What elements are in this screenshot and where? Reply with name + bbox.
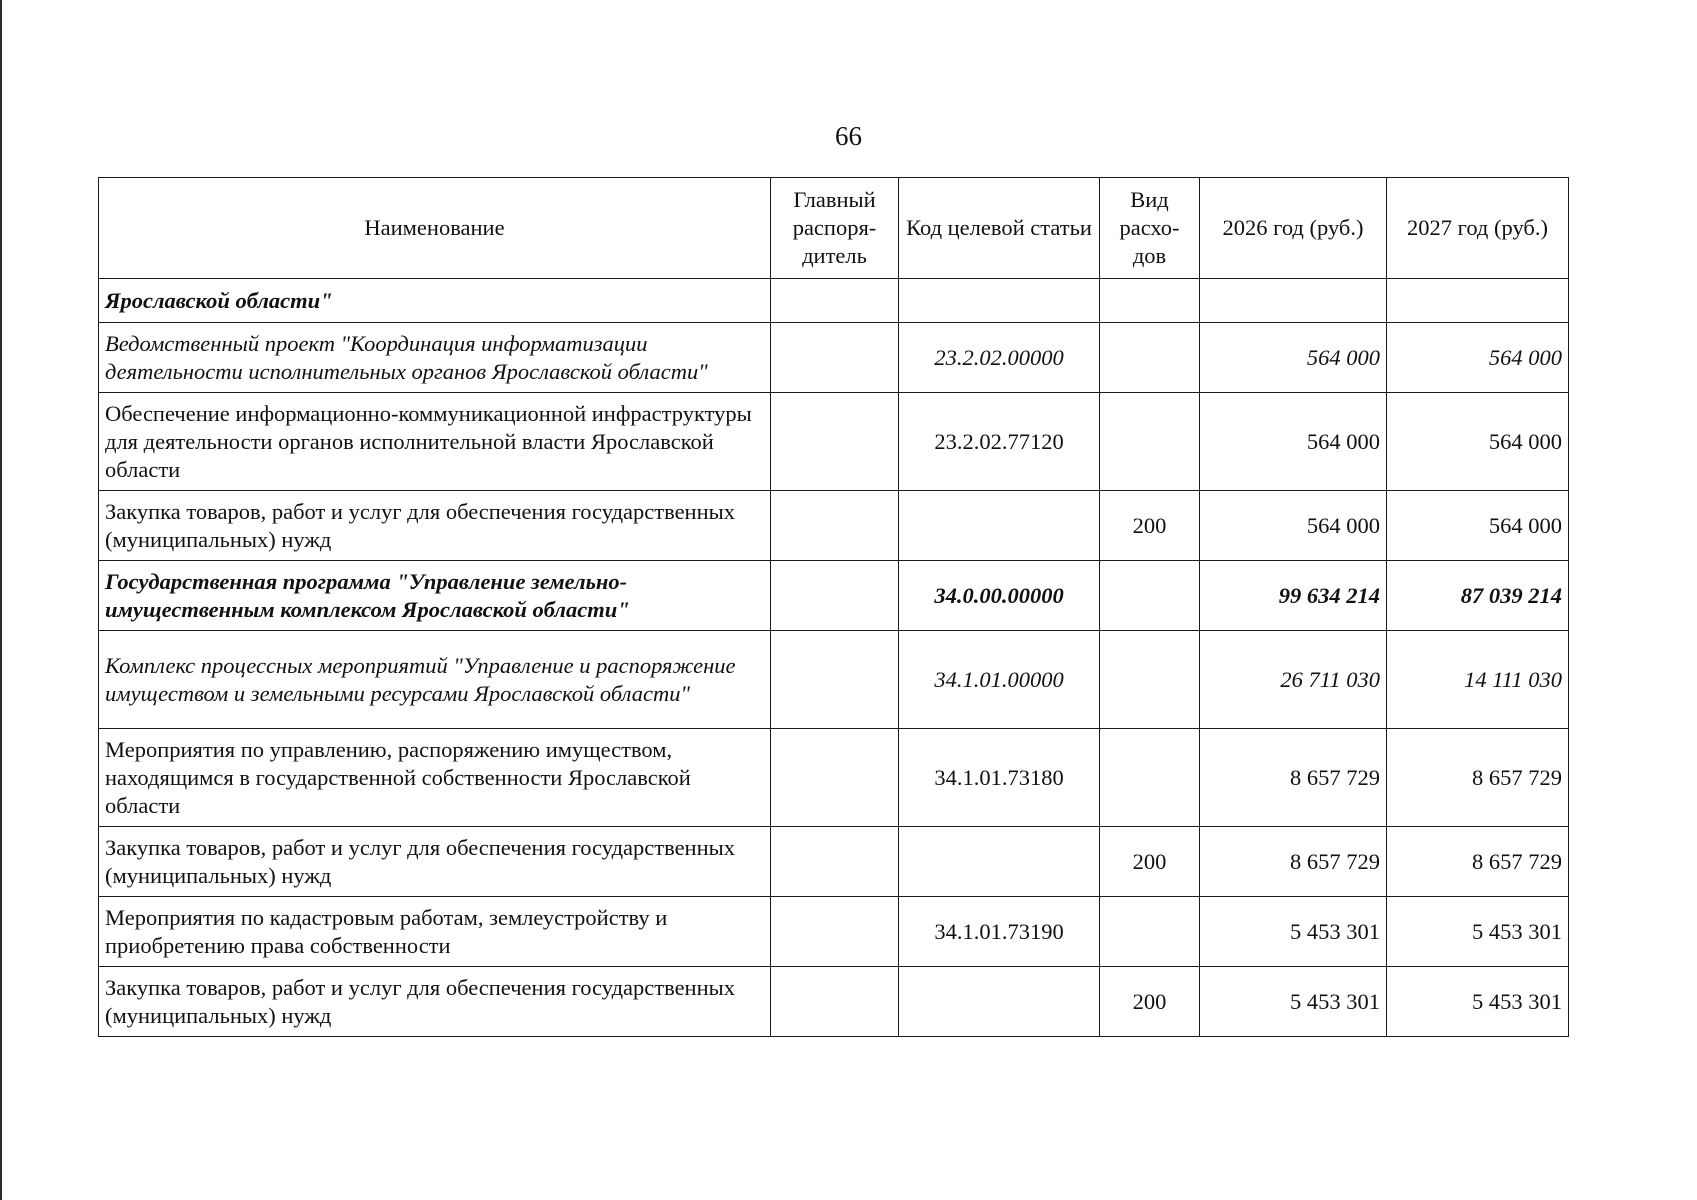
cell-name: Закупка товаров, работ и услуг для обеспечения государственных (муниципальных) нужд xyxy=(99,967,771,1037)
cell-name: Мероприятия по управлению, распоряжению имуществом, находящимся в государственной собственности Ярославской области xyxy=(99,729,771,827)
table-row xyxy=(99,967,1569,1037)
cell-target-code xyxy=(899,491,1100,561)
cell-name: Закупка товаров, работ и услуг для обеспечения государственных (муниципальных) нужд xyxy=(99,827,771,897)
cell-year-2027: 87 039 214 xyxy=(1387,561,1569,631)
page-number: 66 xyxy=(835,121,862,151)
cell-year-2027: 564 000 xyxy=(1387,393,1569,491)
cell-year-2027 xyxy=(1387,279,1569,323)
cell-year-2026: 564 000 xyxy=(1200,491,1387,561)
cell-year-2026: 26 711 030 xyxy=(1200,631,1387,729)
cell-expense-type xyxy=(1100,279,1200,323)
cell-chief-manager xyxy=(771,631,899,729)
table-row xyxy=(99,729,1569,827)
table-row xyxy=(99,561,1569,631)
cell-chief-manager xyxy=(771,279,899,323)
cell-expense-type xyxy=(1100,323,1200,393)
cell-expense-type: 200 xyxy=(1100,967,1200,1037)
table-row xyxy=(99,897,1569,967)
cell-expense-type xyxy=(1100,393,1200,491)
page-edge-line xyxy=(0,0,2,1200)
cell-expense-type xyxy=(1100,631,1200,729)
cell-year-2027: 564 000 xyxy=(1387,323,1569,393)
header-year-2027: 2027 год (руб.) xyxy=(1387,178,1569,279)
cell-expense-type xyxy=(1100,897,1200,967)
cell-chief-manager xyxy=(771,827,899,897)
cell-target-code: 23.2.02.77120 xyxy=(899,393,1100,491)
cell-chief-manager xyxy=(771,897,899,967)
cell-expense-type xyxy=(1100,729,1200,827)
cell-target-code: 34.0.00.00000 xyxy=(899,561,1100,631)
header-year-2026: 2026 год (руб.) xyxy=(1200,178,1387,279)
table-row xyxy=(99,279,1569,323)
cell-expense-type: 200 xyxy=(1100,827,1200,897)
table-body xyxy=(99,279,1569,1037)
cell-year-2026: 564 000 xyxy=(1200,323,1387,393)
cell-chief-manager xyxy=(771,393,899,491)
table-row xyxy=(99,491,1569,561)
cell-year-2027: 8 657 729 xyxy=(1387,729,1569,827)
budget-table xyxy=(98,177,1569,1037)
cell-expense-type xyxy=(1100,561,1200,631)
cell-target-code xyxy=(899,827,1100,897)
header-name: Наименование xyxy=(99,178,771,279)
cell-chief-manager xyxy=(771,561,899,631)
cell-target-code: 23.2.02.00000 xyxy=(899,323,1100,393)
header-expense-type: Вид расхо-дов xyxy=(1100,178,1200,279)
cell-name: Мероприятия по кадастровым работам, землеустройству и приобретению права собственности xyxy=(99,897,771,967)
cell-target-code xyxy=(899,279,1100,323)
cell-name: Государственная программа "Управление земельно-имущественным комплексом Ярославской области" xyxy=(99,561,771,631)
table-row xyxy=(99,393,1569,491)
cell-name: Ведомственный проект "Координация информатизации деятельности исполнительных органов Ярославской области" xyxy=(99,323,771,393)
cell-target-code: 34.1.01.00000 xyxy=(899,631,1100,729)
cell-chief-manager xyxy=(771,323,899,393)
cell-expense-type: 200 xyxy=(1100,491,1200,561)
header-target-code: Код целевой статьи xyxy=(899,178,1100,279)
cell-year-2026: 5 453 301 xyxy=(1200,897,1387,967)
table-row xyxy=(99,631,1569,729)
cell-name: Ярославской области" xyxy=(99,279,771,323)
table-row xyxy=(99,323,1569,393)
cell-chief-manager xyxy=(771,729,899,827)
cell-year-2026: 8 657 729 xyxy=(1200,827,1387,897)
cell-name: Обеспечение информационно-коммуникационной инфраструктуры для деятельности органов исполнительной власти Ярославской области xyxy=(99,393,771,491)
cell-year-2027: 5 453 301 xyxy=(1387,897,1569,967)
cell-name: Комплекс процессных мероприятий "Управление и распоряжение имуществом и земельными ресурсами Ярославской области" xyxy=(99,631,771,729)
table-row xyxy=(99,827,1569,897)
cell-year-2026 xyxy=(1200,279,1387,323)
table-header-row xyxy=(99,178,1569,279)
cell-year-2026: 99 634 214 xyxy=(1200,561,1387,631)
cell-year-2026: 8 657 729 xyxy=(1200,729,1387,827)
cell-target-code: 34.1.01.73190 xyxy=(899,897,1100,967)
header-chief-manager: Главный распоря-дитель xyxy=(771,178,899,279)
cell-chief-manager xyxy=(771,491,899,561)
cell-year-2027: 14 111 030 xyxy=(1387,631,1569,729)
cell-year-2027: 5 453 301 xyxy=(1387,967,1569,1037)
cell-year-2027: 564 000 xyxy=(1387,491,1569,561)
cell-target-code xyxy=(899,967,1100,1037)
cell-year-2026: 5 453 301 xyxy=(1200,967,1387,1037)
cell-target-code: 34.1.01.73180 xyxy=(899,729,1100,827)
cell-chief-manager xyxy=(771,967,899,1037)
cell-year-2026: 564 000 xyxy=(1200,393,1387,491)
cell-year-2027: 8 657 729 xyxy=(1387,827,1569,897)
cell-name: Закупка товаров, работ и услуг для обеспечения государственных (муниципальных) нужд xyxy=(99,491,771,561)
